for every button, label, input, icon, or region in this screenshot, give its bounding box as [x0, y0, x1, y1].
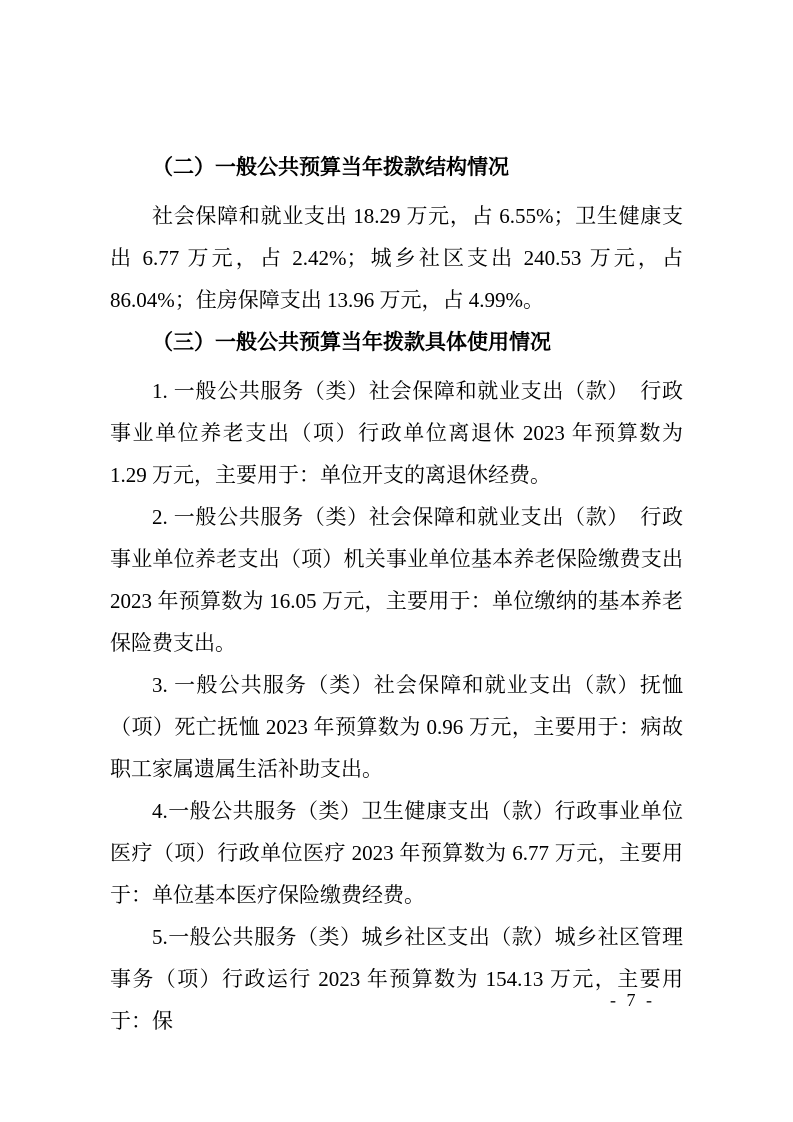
section-heading-usage: （三）一般公共预算当年拨款具体使用情况: [152, 330, 551, 354]
usage-item-4: 4.一般公共服务（类）卫生健康支出（款）行政事业单位医疗（项）行政单位医疗 2023 年预算数为 6.77 万元，主要用于：单位基本医疗保险缴费经费。: [110, 799, 683, 907]
usage-item-5: 5.一般公共服务（类）城乡社区支出（款）城乡社区管理事务（项）行政运行 2023 年预算数为 154.13 万元，主要用于：保: [110, 925, 683, 1033]
structure-paragraph: 社会保障和就业支出 18.29 万元，占 6.55%；卫生健康支出 6.77 万元，占 2.42%；城乡社区支出 240.53 万元，占 86.04%；住房保障支出 13.96 万元，占 4.99%。: [110, 204, 683, 312]
page-number: - 7 -: [610, 990, 655, 1010]
section-heading-structure: （二）一般公共预算当年拨款结构情况: [152, 155, 509, 179]
usage-item-3: 3. 一般公共服务（类）社会保障和就业支出（款）抚恤（项）死亡抚恤 2023 年预算数为 0.96 万元，主要用于：病故职工家属遗属生活补助支出。: [110, 673, 683, 781]
document-content: [110, 146, 683, 1042]
usage-item-2: 2. 一般公共服务（类）社会保障和就业支出（款） 行政事业单位养老支出（项）机关事业单位基本养老保险缴费支出 2023 年预算数为 16.05 万元，主要用于：单位缴纳的基本养老保险费支出。: [110, 505, 683, 655]
usage-item-1: 1. 一般公共服务（类）社会保障和就业支出（款） 行政事业单位养老支出（项）行政单位离退休 2023 年预算数为 1.29 万元，主要用于：单位开支的离退休经费。: [110, 379, 683, 487]
